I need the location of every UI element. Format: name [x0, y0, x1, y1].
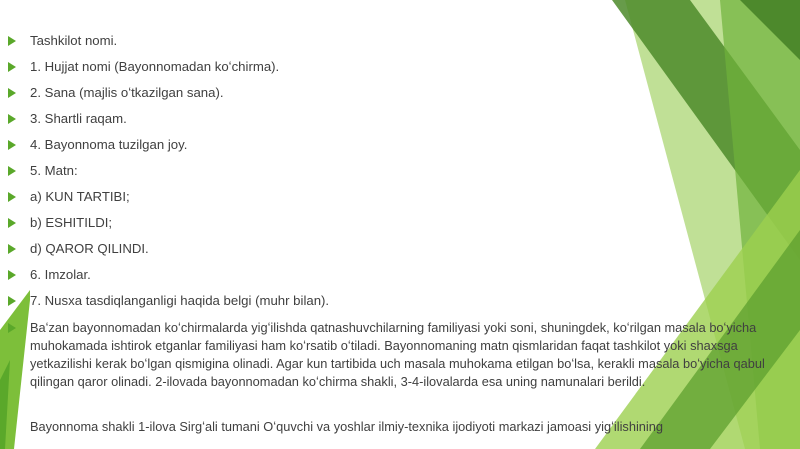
bullet-arrow-icon: [8, 62, 16, 72]
list-item-text: 1. Hujjat nomi (Bayonnomadan koʻchirma).: [30, 59, 280, 74]
paragraph-text: Bayonnoma shakli 1-ilova Sirgʻali tumani Oʻquvchi va yoshlar ilmiy-texnika ijodiyoti markazi jamoasi yigʻilishining: [30, 419, 663, 434]
list-item-text: d) QAROR QILINDI.: [30, 241, 149, 256]
body-paragraph: [30, 418, 782, 436]
list-item: [8, 158, 329, 184]
list-item: [8, 236, 329, 262]
list-item-text: 6. Imzolar.: [30, 267, 91, 282]
bullet-arrow-icon: [8, 88, 16, 98]
list-item-text: 7. Nusxa tasdiqlanganligi haqida belgi (muhr bilan).: [30, 293, 330, 308]
list-item-text: b) ESHITILDI;: [30, 215, 113, 230]
list-item-text: 3. Shartli raqam.: [30, 111, 127, 126]
bullet-arrow-icon: [8, 218, 16, 228]
list-item: [8, 288, 329, 314]
list-item: [8, 54, 329, 80]
list-item: [8, 80, 329, 106]
bullet-arrow-icon: [8, 323, 16, 333]
body-paragraph: [30, 319, 782, 391]
list-item-text: Tashkilot nomi.: [30, 33, 118, 48]
list-item: [8, 28, 329, 54]
bullet-arrow-icon: [8, 114, 16, 124]
bullet-arrow-icon: [8, 270, 16, 280]
bullet-list: [8, 28, 329, 314]
bullet-arrow-icon: [8, 192, 16, 202]
list-item-text: 2. Sana (majlis oʻtkazilgan sana).: [30, 85, 224, 100]
list-item: [8, 210, 329, 236]
bullet-arrow-icon: [8, 244, 16, 254]
bullet-arrow-icon: [8, 36, 16, 46]
bullet-arrow-icon: [8, 166, 16, 176]
list-item-text: 5. Matn:: [30, 163, 78, 178]
list-item-text: 4. Bayonnoma tuzilgan joy.: [30, 137, 188, 152]
list-item-text: a) KUN TARTIBI;: [30, 189, 130, 204]
paragraph-text: Baʻzan bayonnomadan koʻchirmalarda yigʻilishda qatnashuvchilarning familiyasi yoki soni, shuningdek, koʻrilgan masala boʻyicha muhokamada ishtirok etganlar familiyasi ham koʻrsatib oʻtiladi. Bayonnomaning matn qismlaridan faqat tashkilot yoki shaxsga yetkazilishi kerak boʻlgan qismigina olinadi. Agar kun tartibida uch masala muhokama etilgan boʻlsa, kerakli masala boʻyicha qabul qilingan qaror olinadi. 2-ilovada bayonnomadan koʻchirma shakli, 3-4-ilovalarda esa uning namunalari berildi.: [30, 320, 765, 389]
bullet-arrow-icon: [8, 140, 16, 150]
list-item: [8, 184, 329, 210]
bullet-arrow-icon: [8, 296, 16, 306]
list-item: [8, 262, 329, 288]
list-item: [8, 106, 329, 132]
list-item: [8, 132, 329, 158]
